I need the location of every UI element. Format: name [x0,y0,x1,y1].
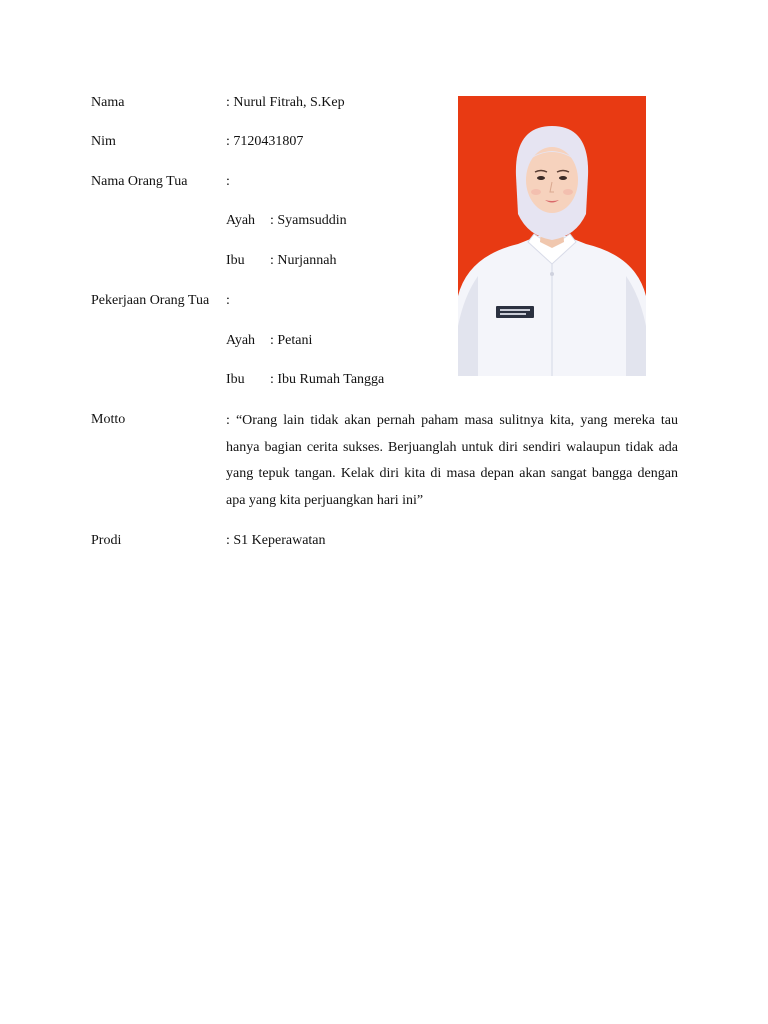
nama-value: : Nurul Fitrah, S.Kep [226,95,345,110]
portrait-illustration [458,96,646,376]
pekerjaan-ibu-label: Ibu [226,372,245,387]
portrait-photo [458,96,646,376]
nama-orang-tua-colon: : [226,174,230,189]
pekerjaan-orang-tua-colon: : [226,293,230,308]
pekerjaan-ayah-label: Ayah [226,333,256,348]
pekerjaan-ibu-value: : Ibu Rumah Tangga [270,372,385,387]
nim-label: Nim [91,134,116,149]
pekerjaan-ayah-value: : Petani [270,333,313,348]
prodi-value: : S1 Keperawatan [226,533,326,548]
nama-ayah-value: : Syamsuddin [270,213,347,228]
motto-value: : “Orang lain tidak akan pernah paham masa sulitnya kita, yang mereka tau hanya bagian cerita sukses. Berjuanglah untuk diri sendiri walaupun tidak ada yang tepuk tangan. Kelak diri kita di masa depan akan sangat bangga dengan apa yang kita perjuangkan hari ini” [226,413,678,508]
nim-value: : 7120431807 [226,134,304,149]
prodi-label: Prodi [91,533,122,548]
nama-ayah-label: Ayah [226,213,256,228]
nama-ibu-value: : Nurjannah [270,253,337,268]
pekerjaan-orang-tua-label: Pekerjaan Orang Tua [91,293,210,308]
nama-label: Nama [91,95,125,110]
motto-label: Motto [91,412,126,427]
nama-ibu-label: Ibu [226,253,245,268]
nama-orang-tua-label: Nama Orang Tua [91,174,188,189]
